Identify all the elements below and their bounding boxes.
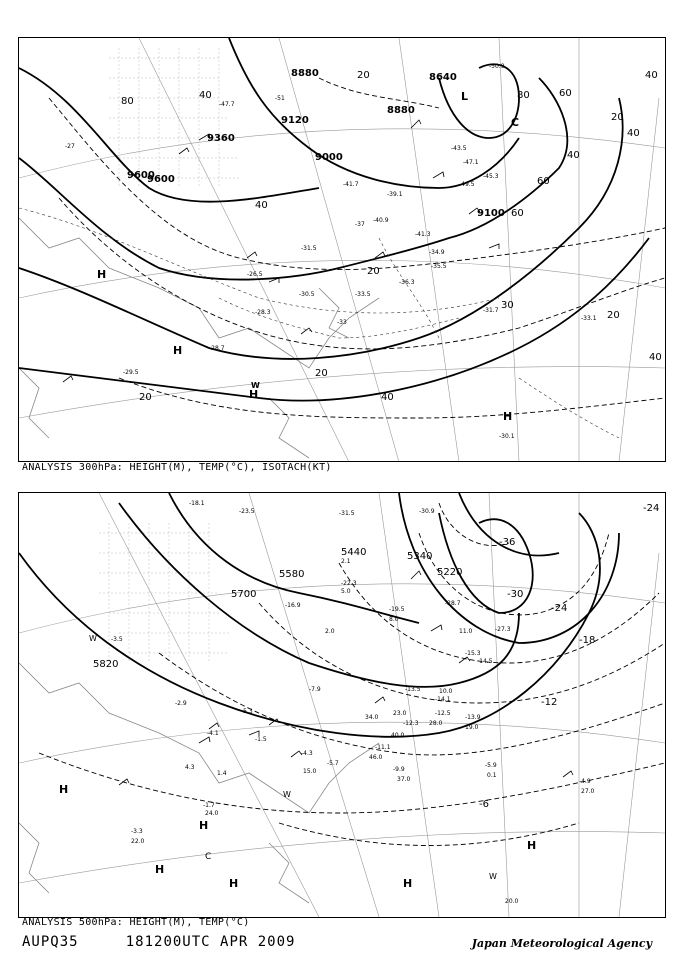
temp-label: -36.3: [399, 279, 415, 286]
isotach-label: 20: [357, 70, 370, 81]
height-label: 8640: [429, 72, 457, 83]
chart-code: [22, 934, 295, 950]
data-value: 2.0: [325, 628, 335, 635]
map-300hpa-svg: [19, 38, 665, 462]
temp-label: -28.7: [209, 345, 225, 352]
height-label: 5340: [407, 551, 433, 562]
data-value: 27.0: [581, 788, 595, 795]
temp-label: -28.7: [445, 600, 461, 607]
isotherm-label: -24: [643, 503, 660, 514]
temp-label: -50.9: [489, 63, 505, 70]
terrain-hatch: [109, 48, 239, 188]
height-label: 5700: [231, 589, 257, 600]
height-label: 8880: [387, 105, 415, 116]
height-label: 9600: [147, 174, 175, 185]
temp-label: -13.9: [465, 714, 481, 721]
data-value: 8.0: [389, 616, 399, 623]
data-value: 19.0: [465, 724, 479, 731]
data-value: 34.0: [365, 714, 379, 721]
cold-center: C: [205, 852, 212, 862]
temp-label: -27: [65, 143, 75, 150]
data-value: 2.1: [341, 558, 351, 565]
low-center: L: [461, 90, 469, 103]
temp-label: -31.7: [483, 307, 499, 314]
isotach-label: 60: [537, 176, 550, 187]
data-value: 40.0: [391, 732, 405, 739]
isotherm-label: -6: [479, 799, 489, 810]
temp-label: -14.5: [477, 658, 493, 665]
high-center: H: [229, 877, 239, 890]
pressure-centers: [59, 634, 536, 890]
data-value: 23.0: [393, 710, 407, 717]
temp-label: -31.5: [301, 245, 317, 252]
isotach-label: 80: [517, 90, 530, 101]
isotach-labels: [121, 70, 662, 403]
high-center: H: [199, 819, 209, 832]
temp-label: -35.5: [431, 263, 447, 270]
isotach-contours: [49, 78, 665, 418]
temp-label: -29.5: [123, 369, 139, 376]
height-label: 9360: [207, 133, 235, 144]
height-label: 9120: [281, 115, 309, 126]
data-value: 10.0: [439, 688, 453, 695]
isotach-label: 60: [559, 88, 572, 99]
isotherm-label: -36: [499, 537, 516, 548]
height-label: 9100: [477, 208, 505, 219]
height-labels: [127, 68, 505, 219]
temp-label: -31.5: [339, 510, 355, 517]
temp-label: -30.9: [419, 508, 435, 515]
caption-300hpa: ANALYSIS 300hPa: HEIGHT(M), TEMP(°C), ISOTACH(KT): [22, 462, 332, 473]
high-center: H: [249, 388, 259, 401]
data-value: 22.0: [131, 838, 145, 845]
isotach-label: 40: [199, 90, 212, 101]
isotach-label: 20: [315, 368, 328, 379]
high-center: H: [173, 344, 183, 357]
data-value: 5.0: [341, 588, 351, 595]
data-value: 46.0: [369, 754, 383, 761]
temp-label: -41.3: [415, 231, 431, 238]
data-value: 1.4: [217, 770, 227, 777]
coastline: [19, 663, 379, 903]
temp-label: -5.7: [327, 760, 339, 767]
data-value: 4.3: [185, 764, 195, 771]
high-center: H: [403, 877, 413, 890]
temp-label: -1.7: [203, 802, 215, 809]
data-value: 37.0: [397, 776, 411, 783]
isotach-label: 40: [567, 150, 580, 161]
isotach-label: 40: [255, 200, 268, 211]
temp-label: -15.3: [465, 650, 481, 657]
height-label: 5220: [437, 567, 463, 578]
isotach-label: 40: [649, 352, 662, 363]
height-label: 5820: [93, 659, 119, 670]
temp-label: -33.1: [581, 315, 597, 322]
temp-label: -4.3: [301, 750, 313, 757]
isotach-label: 40: [381, 392, 394, 403]
data-value: 28.0: [429, 720, 443, 727]
isotherm-contours: [19, 208, 619, 438]
chart-id: AUPQ35: [22, 934, 79, 950]
isotach-label: 80: [121, 96, 134, 107]
isotherm-label: -18: [579, 635, 596, 646]
isotach-label: 20: [611, 112, 624, 123]
warm-center: W: [283, 790, 291, 799]
temp-label: -33.5: [355, 291, 371, 298]
data-value: 20.0: [505, 898, 519, 905]
temp-label: -3.5: [111, 636, 123, 643]
temp-label: -41.7: [343, 181, 359, 188]
temp-label: -18.1: [189, 500, 205, 507]
temp-label: -22.3: [341, 580, 357, 587]
data-value: 24.0: [205, 810, 219, 817]
high-center: H: [97, 268, 107, 281]
temp-label: -11.1: [375, 744, 391, 751]
warm-center: W: [89, 634, 97, 643]
height-label: 9000: [315, 152, 343, 163]
isotach-label: 40: [645, 70, 658, 81]
temp-label: -47.7: [219, 101, 235, 108]
height-contours: [19, 38, 649, 401]
temp-label: -5.9: [485, 762, 497, 769]
isotach-label: 20: [367, 266, 380, 277]
temp-label: -30.1: [499, 433, 515, 440]
temp-label: -12.5: [435, 710, 451, 717]
height-labels: [93, 547, 462, 670]
temp-label: -1.5: [255, 736, 267, 743]
map-500hpa-svg: [19, 493, 665, 917]
isotherm-label: -30: [507, 589, 524, 600]
isotach-label: 60: [511, 208, 524, 219]
isotach-label: 40: [627, 128, 640, 139]
temp-label: -51: [275, 95, 285, 102]
agency-name: Japan Meteorological Agency: [471, 937, 652, 950]
data-values: [131, 558, 595, 905]
caption-500hpa: ANALYSIS 500hPa: HEIGHT(M), TEMP(°C): [22, 917, 250, 928]
isotach-label: 20: [139, 392, 152, 403]
temp-label: -30.5: [299, 291, 315, 298]
high-center: H: [527, 839, 537, 852]
high-center: H: [59, 783, 69, 796]
temp-label: -14.1: [435, 696, 451, 703]
coastline: [19, 218, 379, 458]
warm-center: W: [489, 872, 497, 881]
temp-label: -5.3: [241, 708, 253, 715]
temp-label: -26.5: [247, 271, 263, 278]
temp-label: -40.9: [373, 217, 389, 224]
temp-label: -9.9: [393, 766, 405, 773]
temp-label: -49.5: [459, 181, 475, 188]
high-center: H: [503, 410, 513, 423]
temp-label: -27.3: [495, 626, 511, 633]
temp-label: -16.9: [285, 602, 301, 609]
temp-label: -45.3: [483, 173, 499, 180]
cold-center: C: [511, 116, 520, 129]
temp-label: -34.9: [429, 249, 445, 256]
temp-label: -43.5: [451, 145, 467, 152]
temp-label: -3.3: [131, 828, 143, 835]
temp-label: -2.9: [175, 700, 187, 707]
height-label: 9600: [127, 170, 155, 181]
isotherm-label: -12: [541, 697, 558, 708]
height-label: 5580: [279, 569, 305, 580]
chart-datetime: 181200UTC APR 2009: [125, 934, 296, 950]
temp-label: -33: [337, 319, 347, 326]
isotach-label: 20: [607, 310, 620, 321]
temp-label: -23.5: [239, 508, 255, 515]
map-300hpa: [18, 37, 666, 462]
high-center: H: [155, 863, 165, 876]
temp-label: -28.3: [255, 309, 271, 316]
temp-label: -19.5: [389, 606, 405, 613]
temp-label: -13.5: [405, 686, 421, 693]
height-label: 8880: [291, 68, 319, 79]
warm-center: W: [251, 381, 260, 390]
temp-label: -39.1: [387, 191, 403, 198]
data-value: 0.1: [487, 772, 497, 779]
temp-label: -4.1: [207, 730, 219, 737]
temp-label: -12.3: [403, 720, 419, 727]
temp-label: -4.9: [579, 778, 591, 785]
temp-label: -47.1: [463, 159, 479, 166]
temp-label: -37: [355, 221, 365, 228]
height-label: 5440: [341, 547, 367, 558]
isotach-label: 30: [501, 300, 514, 311]
map-500hpa: [18, 492, 666, 918]
data-value: 15.0: [303, 768, 317, 775]
data-value: 11.0: [459, 628, 473, 635]
temp-label: -7.9: [309, 686, 321, 693]
isotherm-label: -24: [551, 603, 568, 614]
